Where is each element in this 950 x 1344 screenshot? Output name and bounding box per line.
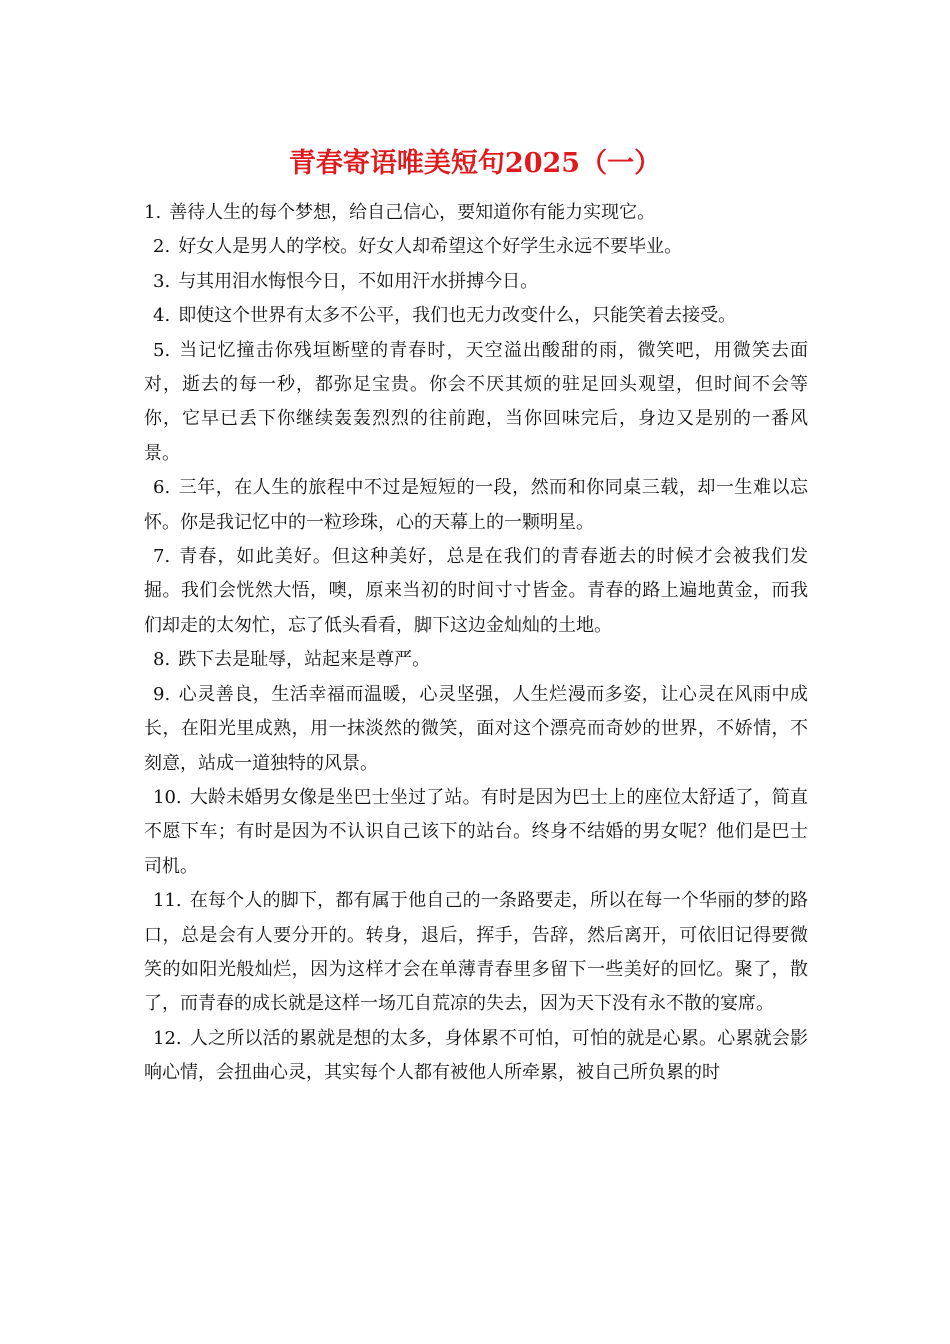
list-item [144,299,808,333]
item-number: 5. [153,339,171,361]
item-text: 跌下去是耻辱，站起来是尊严。 [178,649,431,671]
list-item [144,196,808,230]
item-text: 大龄未婚男女像是坐巴士坐过了站。有时是因为巴士上的座位太舒适了，简直不愿下车；有时是因为不认识自己该下的站台。终身不结婚的男女呢？他们是巴士司机。 [144,786,808,877]
item-number: 8. [153,649,171,671]
item-text: 好女人是男人的学校。好女人却希望这个好学生永远不要毕业。 [178,236,683,258]
item-number: 11. [153,890,182,912]
page-title: 青春寄语唯美短句2025（一） [288,148,662,179]
item-text: 与其用泪水悔恨今日，不如用汗水拼搏今日。 [178,270,539,292]
list-item [144,678,808,781]
list-item [144,1022,808,1091]
item-text: 青春，如此美好。但这种美好，总是在我们的青春逝去的时候才会被我们发掘。我们会恍然大悟，噢，原来当初的时间寸寸皆金。青春的路上遍地黄金，而我们却走的太匆忙，忘了低头看看，脚下这边金灿灿的土地。 [144,546,808,636]
list-item [144,334,808,472]
item-number: 1. [144,202,162,223]
list-item [144,643,808,677]
item-number: 7. [153,546,171,568]
list-item [144,540,808,643]
item-number: 6. [153,477,171,499]
item-list [144,196,808,1091]
item-number: 10. [153,786,182,808]
item-text: 即使这个世界有太多不公平，我们也无力改变什么，只能笑着去接受。 [178,305,737,327]
item-text: 当记忆撞击你残垣断壁的青春时，天空溢出酸甜的雨，微笑吧，用微笑去面对，逝去的每一秒，都弥足宝贵。你会不厌其烦的驻足回头观望，但时间不会等你，它早已丢下你继续轰轰烈烈的往前跑，当你回味完后，身边又是别的一番风景。 [144,339,808,464]
list-item [144,884,808,1022]
item-text: 在每个人的脚下，都有属于他自己的一条路要走，所以在每一个华丽的梦的路口，总是会有人要分开的。转身，退后，挥手，告辞，然后离开，可依旧记得要微笑的如阳光般灿烂，因为这样才会在单薄青春里多留下一些美好的回忆。聚了，散了，而青春的成长就是这样一场兀自荒凉的失去，因为天下没有永不散的宴席。 [144,890,808,1015]
item-number: 3. [153,270,171,292]
item-text: 善待人生的每个梦想，给自己信心，要知道你有能力实现它。 [169,202,656,223]
item-number: 12. [153,1027,182,1049]
list-item [144,230,808,264]
item-number: 2. [153,236,171,258]
list-item [144,471,808,540]
item-text: 人之所以活的累就是想的太多，身体累不可怕，可怕的就是心累。心累就会影响心情，会扭曲心灵，其实每个人都有被他人所牵累，被自己所负累的时 [144,1027,808,1084]
item-text: 心灵善良，生活幸福而温暖，心灵坚强，人生烂漫而多姿，让心灵在风雨中成长，在阳光里成熟，用一抹淡然的微笑，面对这个漂亮而奇妙的世界，不娇情，不刻意，站成一道独特的风景。 [144,683,808,774]
list-item [144,265,808,299]
item-number: 9. [153,683,171,705]
item-text: 三年，在人生的旅程中不过是短短的一段，然而和你同桌三载，却一生难以忘怀。你是我记忆中的一粒珍珠，心的天幕上的一颗明星。 [144,477,808,533]
list-item [144,781,808,884]
item-number: 4. [153,305,171,327]
